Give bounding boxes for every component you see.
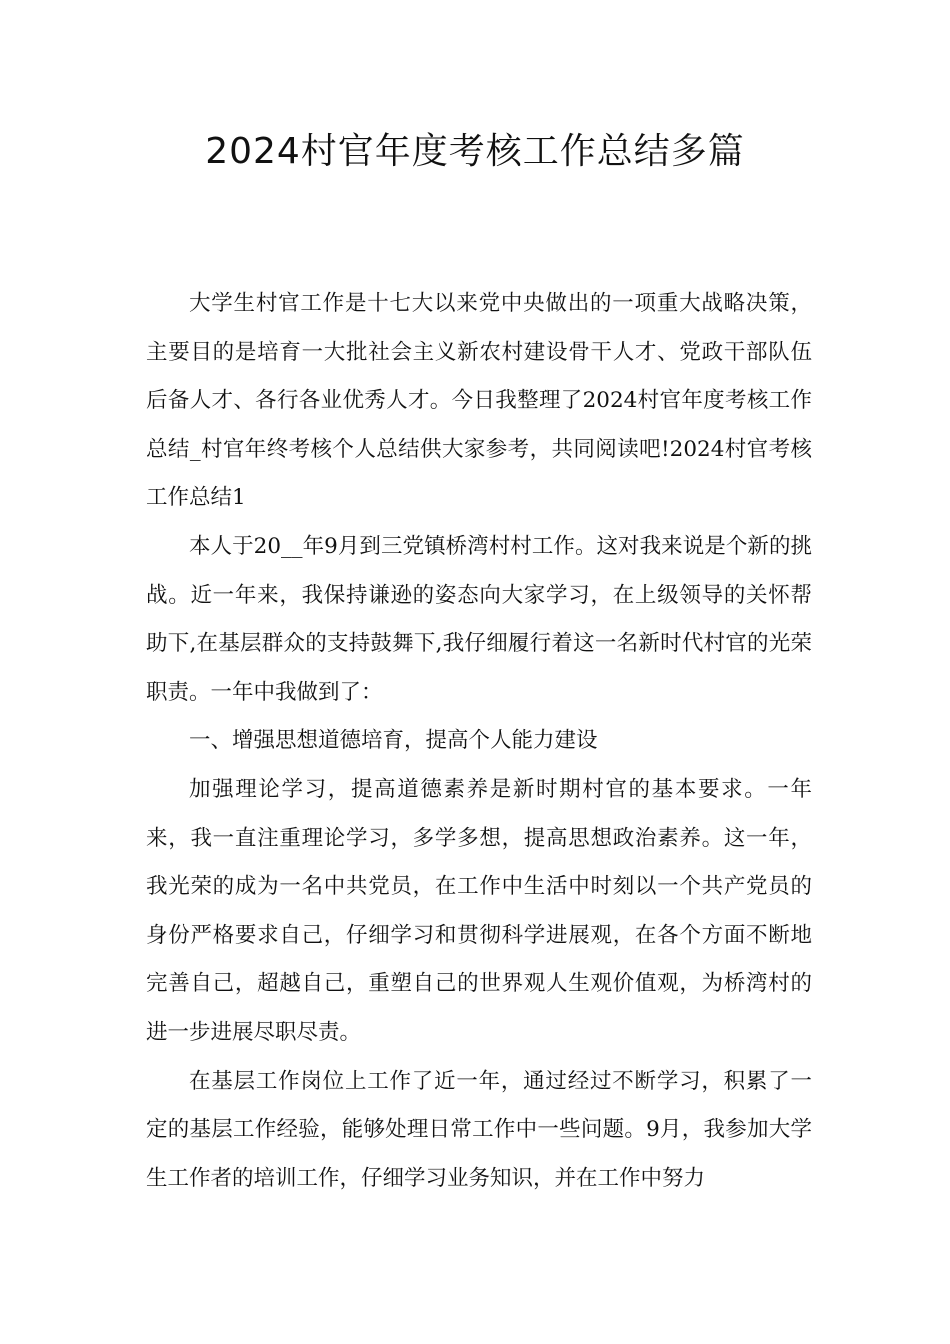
- section-heading-1: 一、增强思想道德培育，提高个人能力建设: [189, 728, 598, 754]
- document-body: [146, 280, 812, 1203]
- paragraph-start-work: 本人于20__年9月到三党镇桥湾村村工作。这对我来说是个新的挑战。近一年来，我保持谦逊的姿态向大家学习，在上级领导的关怀帮助下,在基层群众的支持鼓舞下,我仔细履行着这一名新时代村官的光荣职责。一年中我做到了：: [146, 533, 812, 705]
- paragraph-intro: 大学生村官工作是十七大以来党中央做出的一项重大战略决策，主要目的是培育一大批社会主义新农村建设骨干人才、党政干部队伍后备人才、各行各业优秀人才。今日我整理了2024村官年度考核工作总结_村官年终考核个人总结供大家参考，共同阅读吧!2024村官考核工作总结1: [146, 291, 812, 511]
- document-title: 2024村官年度考核工作总结多篇: [205, 131, 745, 172]
- paragraph-grassroots-work: 在基层工作岗位上工作了近一年，通过经过不断学习，积累了一定的基层工作经验，能够处理日常工作中一些问题。9月，我参加大学生工作者的培训工作，仔细学习业务知识，并在工作中努力: [146, 1068, 812, 1191]
- paragraph-theory-study: 加强理论学习，提高道德素养是新时期村官的基本要求。一年来，我一直注重理论学习，多学多想，提高思想政治素养。这一年，我光荣的成为一名中共党员，在工作中生活中时刻以一个共产党员的身份严格要求自己，仔细学习和贯彻科学进展观，在各个方面不断地完善自己，超越自己，重塑自己的世界观人生观价值观，为桥湾村的进一步进展尽职尽责。: [146, 776, 812, 1045]
